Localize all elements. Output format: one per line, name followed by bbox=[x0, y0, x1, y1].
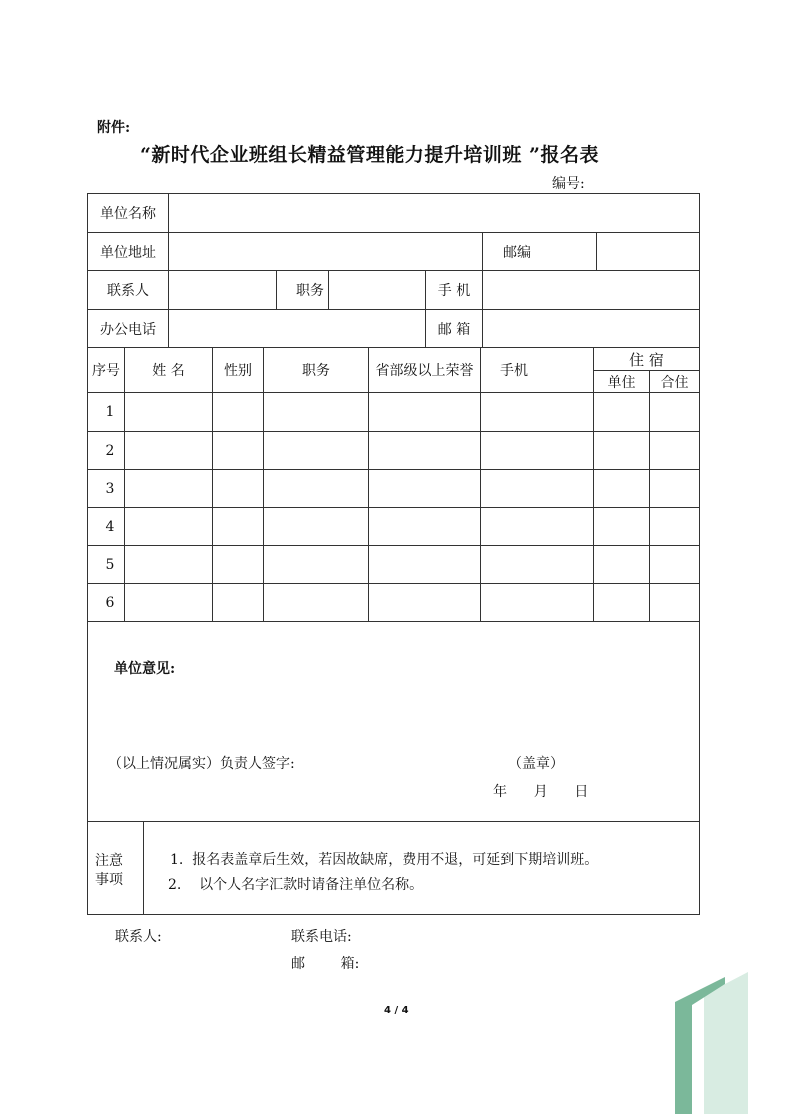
position-header: 职务 bbox=[302, 363, 330, 379]
email-label: 邮 箱 bbox=[437, 321, 471, 338]
footer-contact-label: 联系人: bbox=[115, 929, 162, 945]
footer-phone-label: 联系电话: bbox=[291, 929, 352, 945]
name-header: 姓 名 bbox=[152, 363, 185, 379]
row-index: 5 bbox=[105, 556, 115, 573]
serial-number-label: 编号: bbox=[552, 176, 585, 192]
signature-label: （以上情况属实）负责人签字: bbox=[108, 756, 295, 772]
honor-header: 省部级以上荣誉 bbox=[375, 363, 474, 379]
lodging-single-header: 单住 bbox=[607, 374, 636, 391]
postcode-label: 邮编 bbox=[503, 244, 531, 261]
row-index: 4 bbox=[105, 518, 115, 535]
row-index: 6 bbox=[105, 594, 115, 611]
mobile-header: 手机 bbox=[500, 363, 528, 379]
date-label: 年 月 日 bbox=[493, 784, 589, 800]
decoration-light-band bbox=[704, 972, 748, 1114]
position-label: 职务 bbox=[296, 283, 324, 299]
row-index: 3 bbox=[105, 480, 115, 497]
contact-label: 联系人 bbox=[107, 283, 149, 299]
page-number: 4 / 4 bbox=[384, 1005, 409, 1016]
unit-address-label: 单位地址 bbox=[100, 244, 156, 261]
note-item: 2. 以个人名字汇款时请备注单位名称。 bbox=[168, 877, 424, 893]
row-index: 2 bbox=[105, 442, 115, 459]
mobile-label: 手 机 bbox=[437, 283, 471, 299]
note-item: 1. 报名表盖章后生效，若因故缺席，费用不退，可延到下期培训班。 bbox=[170, 852, 599, 868]
index-header: 序号 bbox=[92, 363, 120, 379]
unit-opinion-label: 单位意见: bbox=[114, 661, 176, 677]
attachment-label: 附件: bbox=[97, 120, 131, 136]
gender-header: 性别 bbox=[224, 363, 252, 379]
lodging-header: 住 宿 bbox=[629, 350, 664, 369]
footer-email-label: 邮 箱: bbox=[291, 956, 360, 972]
seal-label: （盖章） bbox=[508, 756, 564, 772]
lodging-shared-header: 合住 bbox=[660, 374, 689, 391]
page-title: “新时代企业班组长精益管理能力提升培训班 ”报名表 bbox=[140, 144, 599, 166]
notes-label: 注意 bbox=[95, 853, 123, 869]
unit-name-label: 单位名称 bbox=[100, 206, 156, 222]
notes-label: 事项 bbox=[95, 872, 123, 888]
row-index: 1 bbox=[105, 404, 115, 420]
office-phone-label: 办公电话 bbox=[100, 321, 156, 338]
